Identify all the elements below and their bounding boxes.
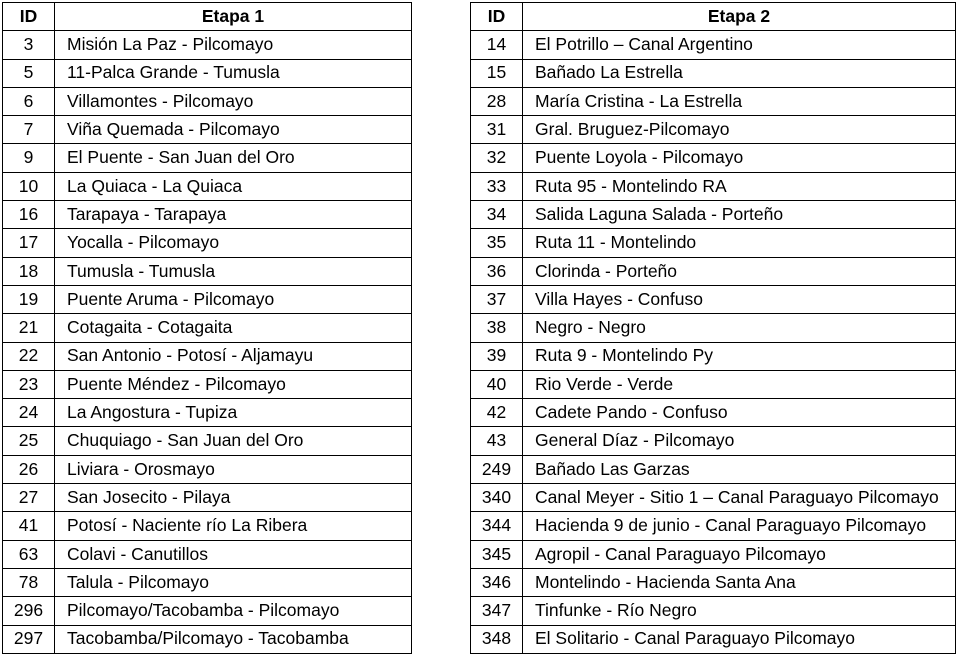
row-id-cell: 24 (3, 399, 55, 427)
row-name-cell: Tinfunke - Río Negro (523, 597, 956, 625)
row-id-cell: 15 (471, 59, 523, 87)
row-name-cell: Puente Loyola - Pilcomayo (523, 144, 956, 172)
table-row (471, 314, 956, 342)
row-id-cell: 41 (3, 512, 55, 540)
row-name-cell: San Antonio - Potosí - Aljamayu (55, 342, 412, 370)
row-id-cell: 25 (3, 427, 55, 455)
table-row (3, 427, 412, 455)
table-row (3, 342, 412, 370)
etapa-2-table-body (471, 31, 956, 654)
row-name-cell: Rio Verde - Verde (523, 370, 956, 398)
row-id-cell: 31 (471, 116, 523, 144)
row-id-cell: 34 (471, 201, 523, 229)
row-name-cell: El Solitario - Canal Paraguayo Pilcomayo (523, 625, 956, 653)
etapa-2-table (470, 2, 956, 654)
table-row (3, 229, 412, 257)
table-row (3, 540, 412, 568)
row-id-cell: 23 (3, 370, 55, 398)
table-row (471, 484, 956, 512)
row-name-cell: Yocalla - Pilcomayo (55, 229, 412, 257)
row-id-cell: 39 (471, 342, 523, 370)
table-header-row (3, 3, 412, 31)
table-row (471, 87, 956, 115)
row-id-cell: 346 (471, 568, 523, 596)
table-row (3, 59, 412, 87)
row-name-cell: Bañado La Estrella (523, 59, 956, 87)
table-row (3, 625, 412, 653)
row-id-cell: 5 (3, 59, 55, 87)
table-row (3, 172, 412, 200)
table-row (471, 229, 956, 257)
row-id-cell: 17 (3, 229, 55, 257)
row-id-cell: 33 (471, 172, 523, 200)
table-row (471, 540, 956, 568)
row-name-cell: Villamontes - Pilcomayo (55, 87, 412, 115)
table-row (3, 484, 412, 512)
etapa-1-column-header: Etapa 1 (55, 3, 412, 31)
table-row (3, 399, 412, 427)
table-row (3, 568, 412, 596)
row-id-cell: 36 (471, 257, 523, 285)
row-name-cell: Tarapaya - Tarapaya (55, 201, 412, 229)
row-name-cell: Salida Laguna Salada - Porteño (523, 201, 956, 229)
row-id-cell: 3 (3, 31, 55, 59)
table-row (471, 285, 956, 313)
table-row (3, 455, 412, 483)
row-name-cell: María Cristina - La Estrella (523, 87, 956, 115)
table-row (471, 427, 956, 455)
row-name-cell: 11-Palca Grande - Tumusla (55, 59, 412, 87)
row-id-cell: 78 (3, 568, 55, 596)
table-row (3, 201, 412, 229)
table-row (3, 597, 412, 625)
row-name-cell: Clorinda - Porteño (523, 257, 956, 285)
table-row (471, 31, 956, 59)
row-name-cell: Agropil - Canal Paraguayo Pilcomayo (523, 540, 956, 568)
table-row (3, 370, 412, 398)
table-header-row (471, 3, 956, 31)
row-id-cell: 249 (471, 455, 523, 483)
id-column-header: ID (471, 3, 523, 31)
row-name-cell: Ruta 9 - Montelindo Py (523, 342, 956, 370)
row-id-cell: 40 (471, 370, 523, 398)
table-row (471, 144, 956, 172)
row-name-cell: Tumusla - Tumusla (55, 257, 412, 285)
table-row (471, 512, 956, 540)
row-id-cell: 344 (471, 512, 523, 540)
etapa-2-column-header: Etapa 2 (523, 3, 956, 31)
row-name-cell: Tacobamba/Pilcomayo - Tacobamba (55, 625, 412, 653)
row-id-cell: 37 (471, 285, 523, 313)
row-name-cell: Montelindo - Hacienda Santa Ana (523, 568, 956, 596)
row-id-cell: 63 (3, 540, 55, 568)
table-row (3, 116, 412, 144)
row-name-cell: Chuquiago - San Juan del Oro (55, 427, 412, 455)
table-row (471, 342, 956, 370)
row-name-cell: Viña Quemada - Pilcomayo (55, 116, 412, 144)
table-row (471, 116, 956, 144)
row-id-cell: 14 (471, 31, 523, 59)
row-id-cell: 16 (3, 201, 55, 229)
row-id-cell: 27 (3, 484, 55, 512)
row-id-cell: 9 (3, 144, 55, 172)
row-name-cell: Cotagaita - Cotagaita (55, 314, 412, 342)
row-name-cell: General Díaz - Pilcomayo (523, 427, 956, 455)
table-row (3, 144, 412, 172)
table-row (471, 370, 956, 398)
table-row (471, 201, 956, 229)
etapa-1-table (2, 2, 412, 654)
row-name-cell: Liviara - Orosmayo (55, 455, 412, 483)
row-id-cell: 43 (471, 427, 523, 455)
etapa-1-table-body (3, 31, 412, 654)
row-name-cell: Ruta 11 - Montelindo (523, 229, 956, 257)
row-id-cell: 42 (471, 399, 523, 427)
table-row (3, 285, 412, 313)
table-row (3, 31, 412, 59)
row-id-cell: 340 (471, 484, 523, 512)
table-row (3, 512, 412, 540)
row-name-cell: Puente Méndez - Pilcomayo (55, 370, 412, 398)
row-name-cell: Pilcomayo/Tacobamba - Pilcomayo (55, 597, 412, 625)
row-name-cell: Villa Hayes - Confuso (523, 285, 956, 313)
table-row (471, 59, 956, 87)
row-id-cell: 21 (3, 314, 55, 342)
row-id-cell: 28 (471, 87, 523, 115)
row-id-cell: 22 (3, 342, 55, 370)
row-name-cell: La Quiaca - La Quiaca (55, 172, 412, 200)
row-name-cell: El Puente - San Juan del Oro (55, 144, 412, 172)
table-row (3, 257, 412, 285)
row-name-cell: Gral. Bruguez-Pilcomayo (523, 116, 956, 144)
row-id-cell: 345 (471, 540, 523, 568)
row-name-cell: Negro - Negro (523, 314, 956, 342)
table-row (471, 172, 956, 200)
row-name-cell: El Potrillo – Canal Argentino (523, 31, 956, 59)
row-name-cell: Talula - Pilcomayo (55, 568, 412, 596)
id-column-header: ID (3, 3, 55, 31)
row-name-cell: Colavi - Canutillos (55, 540, 412, 568)
table-row (471, 455, 956, 483)
row-name-cell: Misión La Paz - Pilcomayo (55, 31, 412, 59)
table-row (471, 257, 956, 285)
table-row (471, 625, 956, 653)
row-name-cell: Canal Meyer - Sitio 1 – Canal Paraguayo Pilcomayo (523, 484, 956, 512)
row-id-cell: 19 (3, 285, 55, 313)
row-id-cell: 6 (3, 87, 55, 115)
row-name-cell: Ruta 95 - Montelindo RA (523, 172, 956, 200)
row-name-cell: La Angostura - Tupiza (55, 399, 412, 427)
table-row (471, 597, 956, 625)
row-id-cell: 348 (471, 625, 523, 653)
row-id-cell: 347 (471, 597, 523, 625)
row-id-cell: 32 (471, 144, 523, 172)
table-row (3, 314, 412, 342)
row-name-cell: Puente Aruma - Pilcomayo (55, 285, 412, 313)
row-name-cell: Bañado Las Garzas (523, 455, 956, 483)
row-name-cell: Potosí - Naciente río La Ribera (55, 512, 412, 540)
table-row (471, 399, 956, 427)
row-id-cell: 296 (3, 597, 55, 625)
row-name-cell: Hacienda 9 de junio - Canal Paraguayo Pilcomayo (523, 512, 956, 540)
row-id-cell: 38 (471, 314, 523, 342)
row-id-cell: 26 (3, 455, 55, 483)
row-name-cell: San Josecito - Pilaya (55, 484, 412, 512)
table-row (3, 87, 412, 115)
row-id-cell: 18 (3, 257, 55, 285)
row-id-cell: 10 (3, 172, 55, 200)
table-row (471, 568, 956, 596)
row-name-cell: Cadete Pando - Confuso (523, 399, 956, 427)
row-id-cell: 7 (3, 116, 55, 144)
row-id-cell: 297 (3, 625, 55, 653)
row-id-cell: 35 (471, 229, 523, 257)
